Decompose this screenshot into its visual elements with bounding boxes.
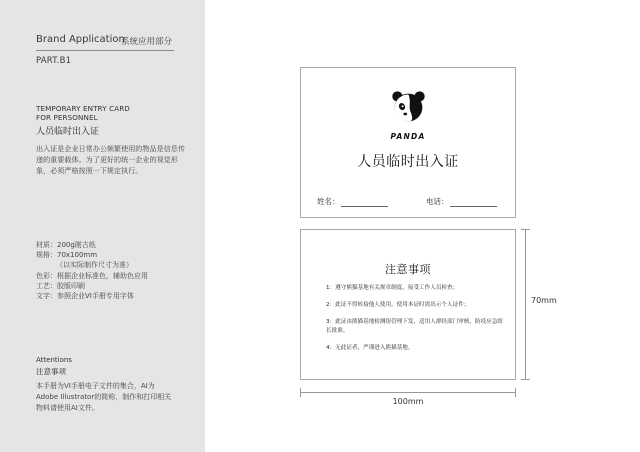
spec-size-note: （以实际制作尺寸为准） — [56, 261, 133, 270]
section-title-cn: 人员临时出入证 — [36, 127, 100, 137]
attentions-title-cn: 注意事项 — [36, 367, 66, 376]
height-dimension-tick-bottom — [521, 379, 530, 380]
notice-item: 3：此证由熊猫基地检测组管理下发，适用人群经部门审核，防疫应急组长批准。 — [326, 319, 503, 334]
entry-card-front — [300, 67, 516, 218]
notice-item: 2：此证不得转接他人使用，使用本证时需出示个人证件； — [326, 302, 470, 308]
spec-list — [36, 240, 148, 301]
phone-field — [426, 196, 497, 207]
notice-item: 1：遵守熊猫基地有关规章制度，接受工作人员检查； — [326, 285, 459, 291]
notice-item: 4：无此证者，严谨进入熊猫基地。 — [326, 345, 414, 351]
section-title-en-line-2: FOR PERSONNEL — [36, 113, 98, 122]
notice-title: 注意事项 — [385, 263, 431, 276]
phone-label: 电话： — [426, 197, 449, 206]
section-description: 出入证是企业日常办公频繁使用的物品是信息传递的重要载体。为了更好的统一企业的视觉形象，必须严格按照一下规定执行。 — [36, 144, 185, 175]
logo-wordmark: PANDA — [390, 132, 426, 141]
part-number: PART.B1 — [36, 56, 72, 66]
section-title-en — [36, 104, 130, 122]
spec-process: 工艺：胶版印刷 — [36, 281, 85, 290]
attentions-title-en: Attentions — [36, 356, 72, 364]
spec-size: 规格：70x100mm — [36, 251, 98, 260]
height-dimension-label: 70mm — [531, 296, 557, 305]
width-dimension-tick-right — [515, 388, 516, 397]
spec-color: 色彩：根据企业标准色，辅助色应用 — [36, 271, 148, 280]
name-label: 姓名： — [317, 197, 340, 206]
card-title: 人员临时出入证 — [357, 154, 459, 170]
sidebar-panel — [0, 0, 205, 452]
width-dimension-label: 100mm — [392, 397, 424, 406]
width-dimension-line — [300, 392, 516, 393]
brand-title-cn: 系统应用部分 — [121, 37, 173, 47]
name-field — [317, 196, 388, 207]
section-title-en-line-1: TEMPORARY ENTRY CARD — [36, 104, 130, 113]
spec-font: 文字：参照企业VI手册专用字体 — [36, 292, 134, 301]
name-blank-line — [341, 200, 388, 207]
entry-card-back — [300, 229, 516, 380]
notice-list — [326, 284, 508, 361]
phone-blank-line — [450, 200, 497, 207]
brand-title-en: Brand Application — [36, 34, 125, 45]
attentions-description: 本手册为VI手册电子文件的集合，AI为Adobe Illustrator的简称，制作和打印相关物料请使用AI文件。 — [36, 382, 172, 412]
panda-logo-icon — [390, 89, 427, 126]
brand-header — [36, 34, 172, 50]
spec-material: 材质：200g刚古纸 — [36, 241, 96, 249]
brand-divider — [36, 50, 174, 51]
height-dimension-line — [525, 229, 526, 380]
